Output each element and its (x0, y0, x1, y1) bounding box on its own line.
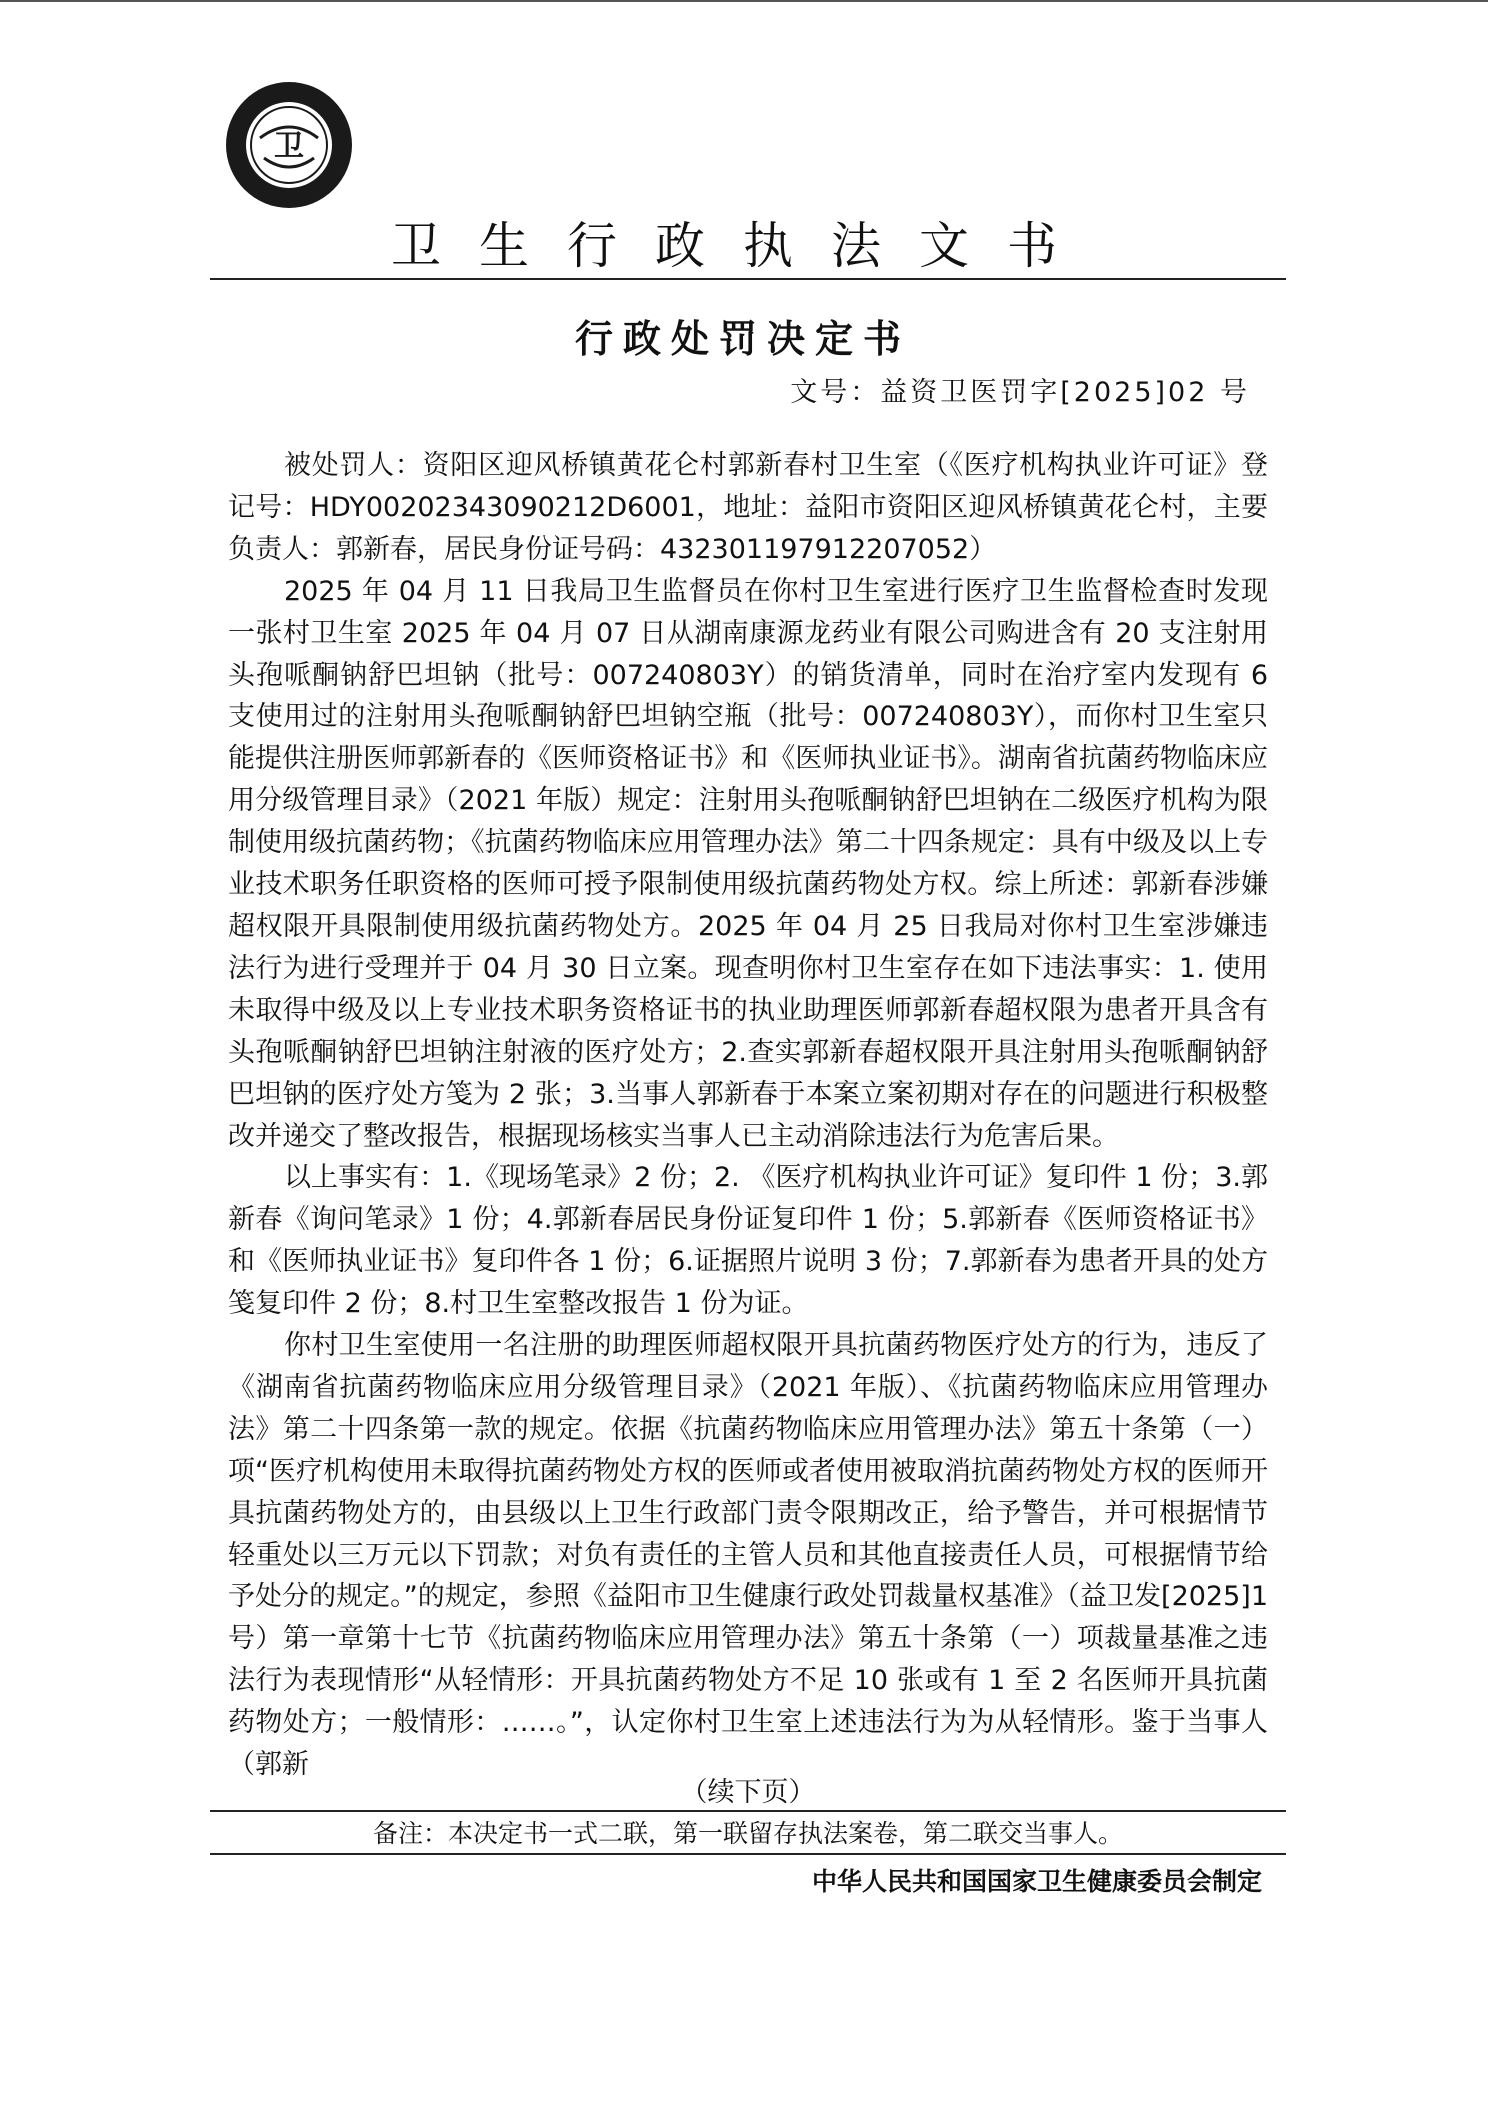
footer-divider-bottom (210, 1853, 1286, 1855)
emblem-center-glyph: 卫 (274, 129, 304, 164)
document-number: 文号：益资卫医罚字[2025]02 号 (790, 377, 1250, 408)
issuing-authority: 中华人民共和国国家卫生健康委员会制定 (811, 1867, 1262, 1896)
paragraph-legal-basis: 你村卫生室使用一名注册的助理医师超权限开具抗菌药物医疗处方的行为，违反了《湖南省抗菌药物临床应用分级管理目录》（2021 年版）、《抗菌药物临床应用管理办法》第二十四条第一款的规定。依据《抗菌药物临床应用管理办法》第五十条第（一）项“医疗机构使用未取得抗菌药物处方权的医师或者使用被取消抗菌药物处方权的医师开具抗菌药物处方的，由县级以上卫生行政部门责令限期改正，给予警告，并可根据情节轻重处以三万元以下罚款；对负有责任的主管人员和其他直接责任人员，可根据情节给予处分的规定。”的规定，参照《益阳市卫生健康行政处罚裁量权基准》（益卫发[2025]1 号）第一章第十七节《抗菌药物临床应用管理办法》第五十条第（一）项裁量基准之违法行为表现情形“从轻情形：开具抗菌药物处方不足 10 张或有 1 至 2 名医师开具抗菌药物处方；一般情形：……。”，认定你村卫生室上述违法行为为从轻情形。鉴于当事人（郭新 (228, 1330, 1268, 1781)
document-type-heading: 卫生行政执法文书 (391, 217, 1095, 275)
continued-next-page: （续下页） (680, 1777, 816, 1808)
footer-note: 备注：本决定书一式二联，第一联留存执法案卷，第二联交当事人。 (372, 1819, 1123, 1848)
emblem-svg (224, 80, 354, 210)
paragraph-penalized-party: 被处罚人：资阳区迎风桥镇黄花仑村郭新春村卫生室（《医疗机构执业许可证》登记号：HDY00202343090212D6001，地址：益阳市资阳区迎风桥镇黄花仑村，主要负责人：郭新春，居民身份证号码：432301197912207052） (228, 450, 1268, 565)
document-body (228, 445, 1268, 1786)
health-inspection-emblem-icon (224, 80, 354, 210)
page-top-edge (0, 0, 1488, 2)
footer-divider-top (210, 1810, 1286, 1812)
header-divider (210, 278, 1286, 280)
paragraph-facts: 2025 年 04 月 11 日我局卫生监督员在你村卫生室进行医疗卫生监督检查时发现一张村卫生室 2025 年 04 月 07 日从湖南康源龙药业有限公司购进含有 20 支注射用头孢哌酮钠舒巴坦钠（批号：007240803Y）的销货清单，同时在治疗室内发现有 6 支使用过的注射用头孢哌酮钠舒巴坦钠空瓶（批号：007240803Y），而你村卫生室只能提供注册医师郭新春的《医师资格证书》和《医师执业证书》。湖南省抗菌药物临床应用分级管理目录》（2021 年版）规定：注射用头孢哌酮钠舒巴坦钠在二级医疗机构为限制使用级抗菌药物；《抗菌药物临床应用管理办法》第二十四条规定：具有中级及以上专业技术职务任职资格的医师可授予限制使用级抗菌药物处方权。综上所述：郭新春涉嫌超权限开具限制使用级抗菌药物处方。2025 年 04 月 25 日我局对你村卫生室涉嫌违法行为进行受理并于 04 月 30 日立案。现查明你村卫生室存在如下违法事实：1. 使用未取得中级及以上专业技术职务资格证书的执业助理医师郭新春超权限为患者开具含有头孢哌酮钠舒巴坦钠注射液的医疗处方；2.查实郭新春超权限开具注射用头孢哌酮钠舒巴坦钠的医疗处方笺为 2 张；3.当事人郭新春于本案立案初期对存在的问题进行积极整改并递交了整改报告，根据现场核实当事人已主动消除违法行为危害后果。 (228, 575, 1268, 1152)
paragraph-evidence: 以上事实有：1.《现场笔录》2 份；2. 《医疗机构执业许可证》复印件 1 份；3.郭新春《询问笔录》1 份；4.郭新春居民身份证复印件 1 份；5.郭新春《医师资格证书》和《医师执业证书》复印件各 1 份；6.证据照片说明 3 份；7.郭新春为患者开具的处方笺复印件 2 份；8.村卫生室整改报告 1 份为证。 (228, 1162, 1268, 1320)
document-title: 行政处罚决定书 (574, 317, 911, 361)
